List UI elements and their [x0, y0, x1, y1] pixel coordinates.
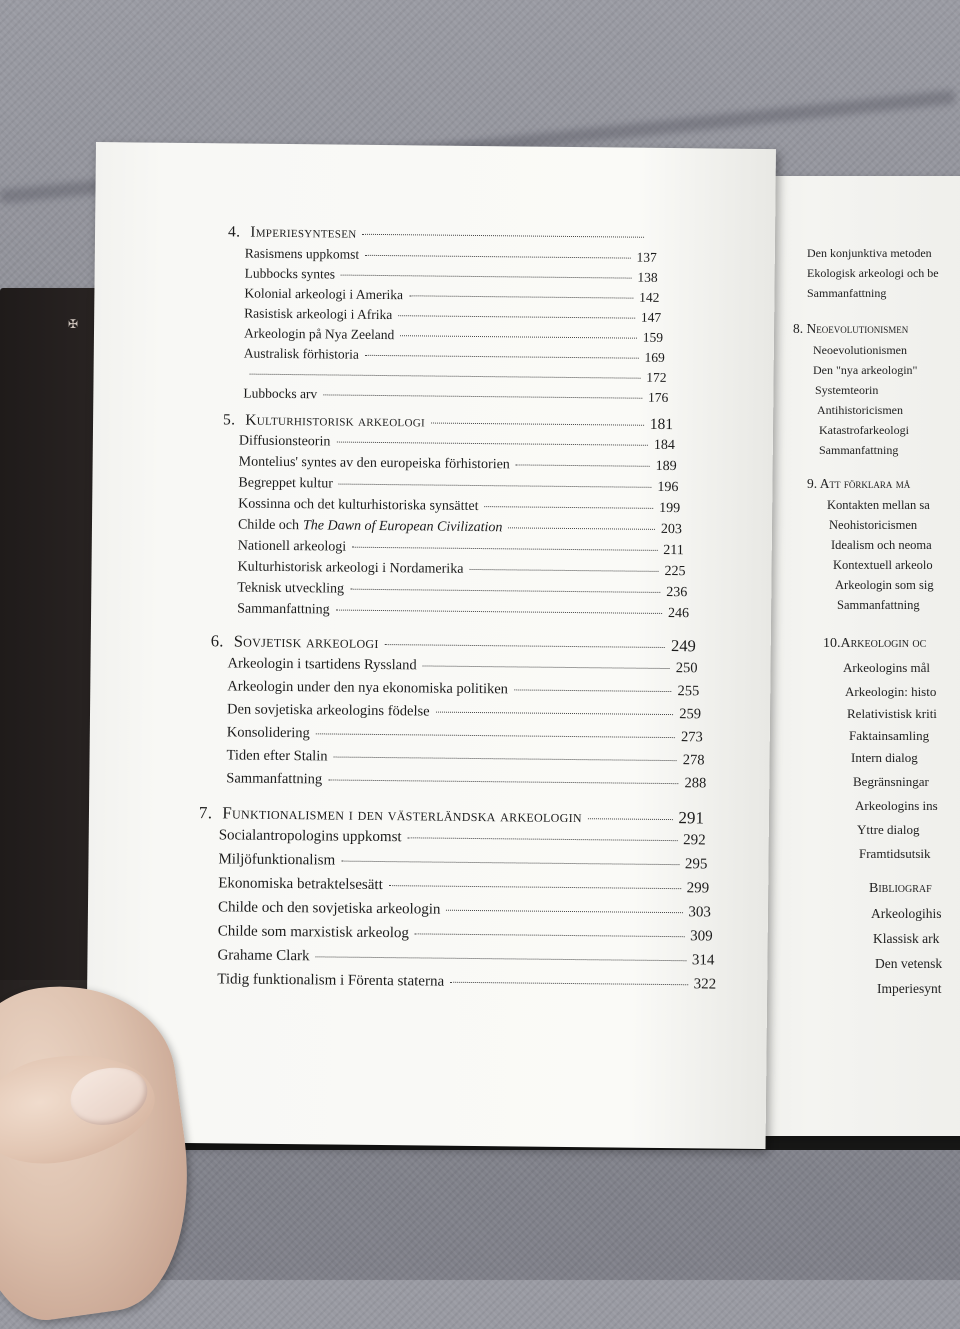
toc-entry[interactable]: [237, 560, 685, 581]
toc-entry[interactable]: [218, 899, 711, 921]
leader-dots: [508, 526, 655, 530]
toc-entry-label: Konsolidering: [226, 724, 310, 742]
toc-entry[interactable]: [238, 476, 678, 497]
toc-entry[interactable]: Imperiesynt: [877, 981, 942, 996]
leader-dots: [431, 422, 644, 426]
toc-entry-italic-title: The Dawn of European Civilization: [302, 518, 503, 536]
toc-entry-label: Kulturhistorisk arkeologi i Nordamerika: [237, 559, 464, 577]
toc-entry[interactable]: Ekologisk arkeologi och be: [807, 266, 939, 280]
chapter-title-text: Sovjetisk arkeologi: [233, 631, 379, 652]
toc-entry[interactable]: Arkeologins mål: [843, 660, 931, 675]
toc-entry[interactable]: [239, 455, 677, 476]
toc-entry[interactable]: Sammanfattning: [837, 598, 920, 612]
leader-dots: [350, 588, 660, 593]
leader-dots: [339, 483, 652, 488]
toc-entry[interactable]: [245, 266, 658, 286]
toc-entry-page-number: 299: [686, 880, 710, 897]
toc-entry[interactable]: Antihistoricismen: [817, 403, 903, 417]
toc-entry[interactable]: [244, 346, 665, 366]
toc-entry-label: Arkeologin under den nya ekonomiska politiken: [227, 678, 509, 698]
cover-emblem-icon: ✠: [68, 317, 79, 331]
toc-entry[interactable]: [243, 366, 666, 386]
toc-entry-page-number: 169: [644, 349, 665, 365]
toc-entry[interactable]: Framtidsutsik: [859, 846, 931, 861]
leader-dots: [436, 711, 674, 715]
toc-entry[interactable]: Relativistisk kriti: [847, 706, 937, 721]
toc-chapter-heading[interactable]: 9. Att förklara må: [807, 476, 911, 491]
toc-entry[interactable]: [244, 286, 659, 306]
toc-entry[interactable]: Kontakten mellan sa: [827, 498, 930, 512]
toc-entry[interactable]: [238, 539, 684, 560]
toc-entry-page-number: 295: [684, 856, 708, 873]
chapter-title-text: Imperiesyntesen: [250, 223, 357, 242]
leader-dots: [316, 955, 686, 961]
toc-entry[interactable]: Kontextuell arkeolo: [833, 558, 933, 572]
toc-entry[interactable]: Yttre dialog: [857, 822, 920, 837]
leader-dots: [363, 233, 645, 238]
toc-entry-page-number: 322: [693, 976, 717, 993]
leader-dots: [400, 334, 636, 338]
chapter-title-text: Funktionalismen i den västerländska arkeologin: [222, 803, 582, 827]
toc-entry[interactable]: [243, 386, 668, 406]
leader-dots: [365, 254, 630, 259]
leader-dots: [516, 463, 650, 466]
toc-entry-page-number: 278: [682, 752, 705, 769]
leader-dots: [336, 609, 662, 614]
toc-entry-page-number: 196: [657, 479, 679, 496]
toc-entry[interactable]: [227, 701, 701, 723]
toc-entry[interactable]: [239, 434, 675, 455]
toc-entry[interactable]: Neohistoricismen: [829, 518, 918, 532]
toc-entry[interactable]: Begränsningar: [853, 774, 929, 789]
toc-entry-label: Miljöfunktionalism: [218, 851, 336, 869]
leader-dots: [316, 732, 675, 738]
toc-entry-page-number: 211: [663, 542, 684, 559]
toc-entry-page-number: 309: [690, 928, 713, 945]
toc-entry-page-number: 137: [636, 249, 657, 265]
toc-entry[interactable]: Sammanfattning: [819, 443, 899, 457]
toc-chapter-heading[interactable]: Bibliograf: [869, 881, 932, 896]
toc-entry[interactable]: [226, 747, 704, 769]
toc-entry-page-number: 189: [655, 458, 677, 475]
toc-entry-label: Montelius' syntes av den europeiska förhistorien: [238, 454, 510, 473]
toc-entry[interactable]: [218, 851, 707, 873]
toc-entry-page-number: 303: [688, 904, 712, 921]
leader-dots: [341, 860, 679, 866]
toc-entry[interactable]: [227, 655, 697, 677]
toc-entry[interactable]: [237, 602, 689, 623]
toc-entry-label: Teknisk utveckling: [237, 580, 345, 597]
toc-entry-label: Sammanfattning: [237, 601, 330, 618]
chapter-number: 4.: [227, 223, 241, 241]
toc-chapter-heading[interactable]: [199, 803, 704, 828]
toc-entry-page-number: 292: [683, 832, 706, 849]
toc-entry[interactable]: Arkeologins ins: [855, 798, 938, 813]
left-page: [86, 142, 776, 1149]
toc-entry-label: Tiden efter Stalin: [226, 747, 328, 765]
leader-dots: [409, 294, 633, 298]
leader-dots: [328, 778, 678, 784]
toc-entry-page-number: 236: [666, 584, 688, 601]
toc-entry-page-number: 314: [691, 952, 715, 969]
toc-entry[interactable]: [217, 971, 716, 993]
chapter-number: 7.: [198, 803, 213, 823]
chapter-page-number: 291: [678, 808, 705, 828]
leader-dots: [398, 314, 635, 318]
toc-entry-label: Rasismens uppkomst: [244, 245, 360, 262]
toc-entry-page-number: 288: [684, 775, 707, 792]
toc-entry-label: Grahame Clark: [217, 947, 310, 965]
toc-entry[interactable]: Arkeologin som sig: [835, 578, 934, 592]
toc-entry-label: Childe som marxistisk arkeolog: [217, 923, 410, 942]
toc-entry-page-number: 250: [675, 660, 698, 677]
toc-entry[interactable]: Faktainsamling: [849, 728, 930, 743]
chapter-page-number: 249: [670, 636, 696, 656]
toc-entry[interactable]: [227, 724, 703, 746]
toc-entry[interactable]: Arkeologin: histo: [845, 684, 937, 699]
toc-entry[interactable]: [238, 497, 680, 518]
toc-entry-label: Nationell arkeologi: [237, 538, 347, 555]
chapter-title: [223, 411, 425, 431]
toc-entry-label: Ekonomiska betraktelsesätt: [218, 875, 383, 894]
toc-entry-page-number: 273: [680, 729, 703, 746]
toc-entry[interactable]: Katastrofarkeologi: [819, 423, 909, 437]
toc-entry[interactable]: Systemteorin: [815, 383, 879, 397]
toc-entry-label: Lubbocks syntes: [244, 265, 336, 282]
toc-entry[interactable]: Klassisk ark: [873, 931, 940, 946]
toc-entry[interactable]: [237, 581, 687, 602]
leader-dots: [485, 505, 654, 509]
leader-dots: [415, 932, 684, 937]
leader-dots: [334, 756, 677, 762]
toc-entry[interactable]: Intern dialog: [851, 750, 918, 765]
toc-entry-page-number: 225: [664, 563, 686, 580]
toc-entry-label: Childe och: [237, 517, 300, 534]
toc-entry-page-number: 203: [660, 521, 683, 538]
toc-entry-label: Tidig funktionalism i Förenta staterna: [217, 971, 445, 990]
toc-entry-label: Childe och den sovjetiska arkeologin: [217, 899, 441, 918]
toc-entry[interactable]: [245, 246, 657, 266]
toc-entry[interactable]: [218, 875, 709, 897]
leader-dots: [323, 393, 642, 398]
toc-entry-label: Den sovjetiska arkeologins födelse: [226, 701, 430, 720]
toc-entry-page-number: 147: [640, 309, 662, 325]
toc-entry[interactable]: [238, 518, 682, 539]
toc-chapter-heading[interactable]: [211, 631, 696, 656]
toc-chapter-heading[interactable]: 10.Arkeologin oc: [823, 636, 927, 651]
leader-dots: [385, 643, 665, 648]
toc-entry[interactable]: [218, 923, 713, 945]
toc-entry-page-number: 246: [668, 606, 690, 622]
toc-entry-label: Lubbocks arv: [243, 385, 318, 402]
toc-entry-label: Diffusionsteorin: [238, 433, 331, 450]
toc-entry[interactable]: [219, 827, 706, 849]
chapter-number: 6.: [210, 631, 224, 651]
leader-dots: [469, 568, 658, 572]
toc-entry-label: Socialantropologins uppkomst: [218, 827, 402, 846]
toc-entry[interactable]: Idealism och neoma: [831, 538, 932, 552]
leader-dots: [450, 981, 688, 985]
toc-entry-page-number: 184: [653, 437, 675, 454]
toc-entry[interactable]: Den vetensk: [875, 956, 943, 971]
toc-entry-label: Kolonial arkeologi i Amerika: [244, 285, 404, 303]
toc-entry-label: Australisk förhistoria: [243, 345, 359, 362]
toc-chapter-heading[interactable]: [228, 223, 650, 245]
toc-entry-label: Sammanfattning: [226, 770, 323, 788]
chapter-page-number: 181: [649, 415, 674, 434]
toc-entry-page-number: 142: [639, 289, 660, 305]
toc-entry-page-number: 255: [677, 683, 700, 700]
leader-dots: [250, 373, 641, 379]
toc-entry[interactable]: Arkeologihis: [871, 906, 942, 921]
toc-chapter-heading[interactable]: [223, 411, 673, 434]
toc-entry[interactable]: [227, 678, 699, 700]
toc-entry-label: Rasistisk arkeologi i Afrika: [244, 305, 393, 323]
toc-entry-page-number: 172: [646, 369, 667, 385]
toc-entry[interactable]: [244, 306, 661, 326]
leader-dots: [514, 688, 672, 692]
toc-entry-label: Begreppet kultur: [238, 475, 333, 492]
toc-entry-page-number: 138: [637, 269, 658, 285]
toc-entry[interactable]: Den "nya arkeologin": [813, 363, 918, 377]
table-of-contents: [86, 142, 776, 1149]
toc-entry-page-number: 199: [659, 500, 681, 517]
chapter-title: [228, 223, 357, 242]
leader-dots: [423, 664, 670, 669]
toc-entry[interactable]: Neoevolutionismen: [813, 343, 907, 357]
toc-entry-label: Arkeologin på Nya Zeeland: [243, 325, 395, 343]
toc-entry[interactable]: [226, 770, 706, 792]
leader-dots: [588, 817, 673, 820]
toc-entry[interactable]: [217, 947, 714, 969]
chapter-title: [211, 631, 379, 653]
leader-dots: [341, 274, 631, 279]
leader-dots: [336, 441, 647, 446]
leader-dots: [389, 884, 681, 889]
toc-entry[interactable]: [244, 326, 663, 346]
toc-entry[interactable]: Sammanfattning: [807, 286, 887, 300]
chapter-title: [199, 803, 582, 827]
chapter-title-text: Kulturhistorisk arkeologi: [245, 411, 426, 431]
toc-entry-page-number: 176: [648, 389, 669, 406]
leader-dots: [408, 836, 678, 841]
toc-entry-label: Kossinna och det kulturhistoriska synsättet: [238, 496, 479, 515]
toc-entry-page-number: 259: [679, 706, 702, 723]
leader-dots: [446, 909, 682, 913]
toc-entry[interactable]: Den konjunktiva metoden: [807, 246, 932, 260]
toc-chapter-heading[interactable]: 8. Neoevolutionismen: [793, 321, 909, 336]
leader-dots: [352, 546, 657, 551]
leader-dots: [365, 354, 639, 359]
toc-entry-label: Arkeologin i tsartidens Ryssland: [227, 655, 417, 674]
toc-entry-page-number: 159: [642, 329, 664, 345]
chapter-number: 5.: [223, 411, 236, 429]
